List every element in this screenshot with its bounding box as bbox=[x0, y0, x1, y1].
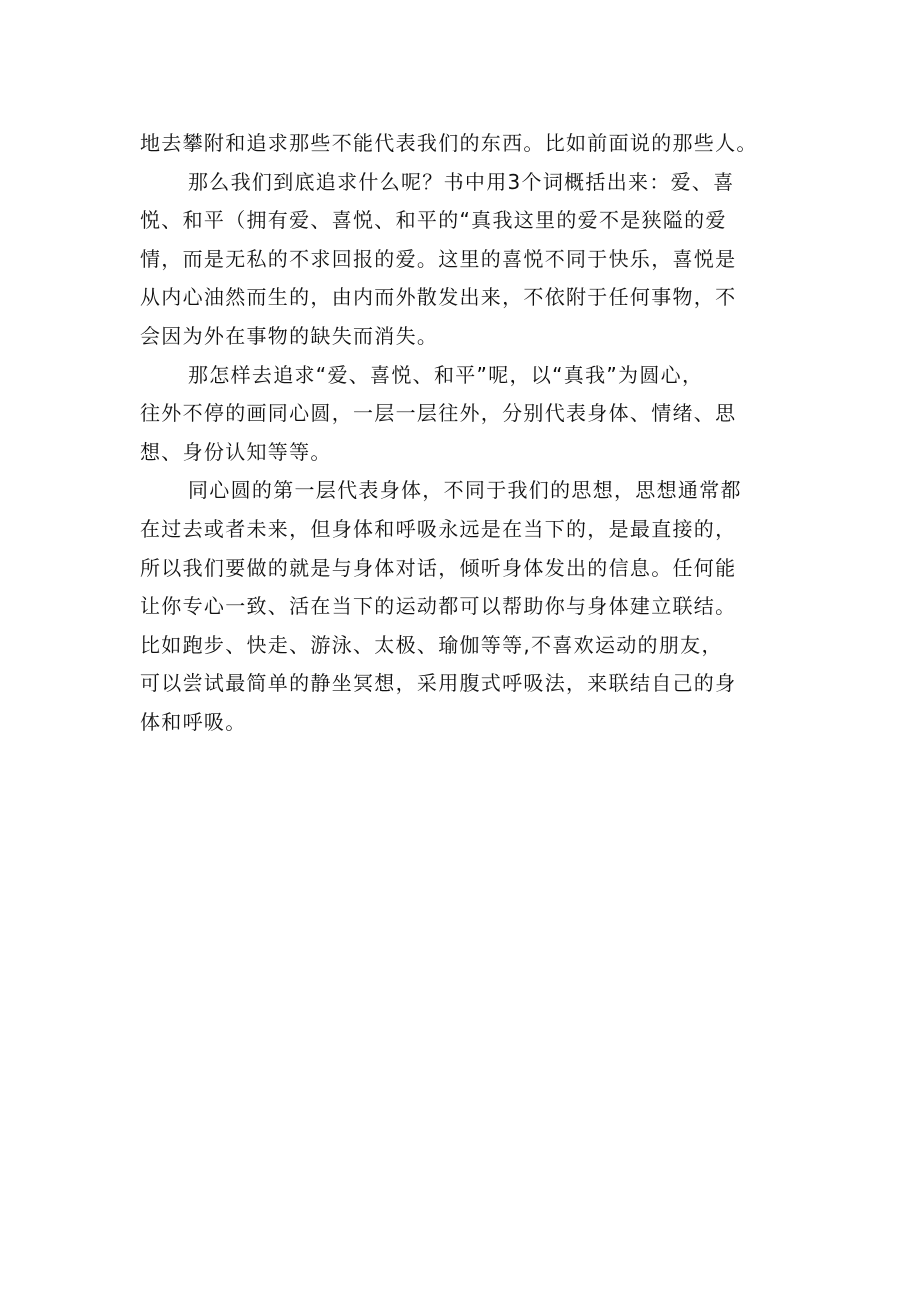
text-line: 同心圆的第一层代表身体，不同于我们的思想，思想通常都 bbox=[188, 478, 742, 503]
paragraph-3 bbox=[140, 356, 800, 472]
text-line: 从内心油然而生的，由内而外散发出来，不依附于任何事物，不 bbox=[140, 285, 737, 310]
text-line: 悦、和平（拥有爱、喜悦、和平的“真我这里的爱不是狭隘的爱 bbox=[140, 208, 727, 233]
text-line: 会因为外在事物的缺失而消失。 bbox=[140, 323, 439, 348]
text-line: 情，而是无私的不求回报的爱。这里的喜悦不同于快乐，喜悦是 bbox=[140, 246, 737, 271]
paragraph-4 bbox=[140, 471, 800, 741]
document-body bbox=[140, 124, 800, 742]
paragraph-2 bbox=[140, 163, 800, 356]
text-line: 那么我们到底追求什么呢？书中用3个词概括出来：爱、喜 bbox=[188, 169, 735, 194]
text-line: 让你专心一致、活在当下的运动都可以帮助你与身体建立联结。 bbox=[140, 594, 737, 619]
text-line: 比如跑步、快走、游泳、太极、瑜伽等等,不喜欢运动的朋友， bbox=[140, 632, 723, 657]
text-line: 可以尝试最简单的静坐冥想，采用腹式呼吸法，来联结自己的身 bbox=[140, 671, 737, 696]
text-line: 体和呼吸。 bbox=[140, 709, 247, 734]
text-line: 那怎样去追求“爱、喜悦、和平”呢，以“真我”为圆心， bbox=[188, 362, 704, 387]
text-line: 想、身份认知等等。 bbox=[140, 439, 332, 464]
text-line: 往外不停的画同心圆，一层一层往外，分别代表身体、情绪、思 bbox=[140, 401, 737, 426]
paragraph-1 bbox=[140, 124, 800, 163]
text-line: 在过去或者未来，但身体和呼吸永远是在当下的，是最直接的， bbox=[140, 516, 737, 541]
text-line: 地去攀附和追求那些不能代表我们的东西。比如前面说的那些人。 bbox=[140, 131, 758, 155]
text-line: 所以我们要做的就是与身体对话，倾听身体发出的信息。任何能 bbox=[140, 555, 737, 580]
